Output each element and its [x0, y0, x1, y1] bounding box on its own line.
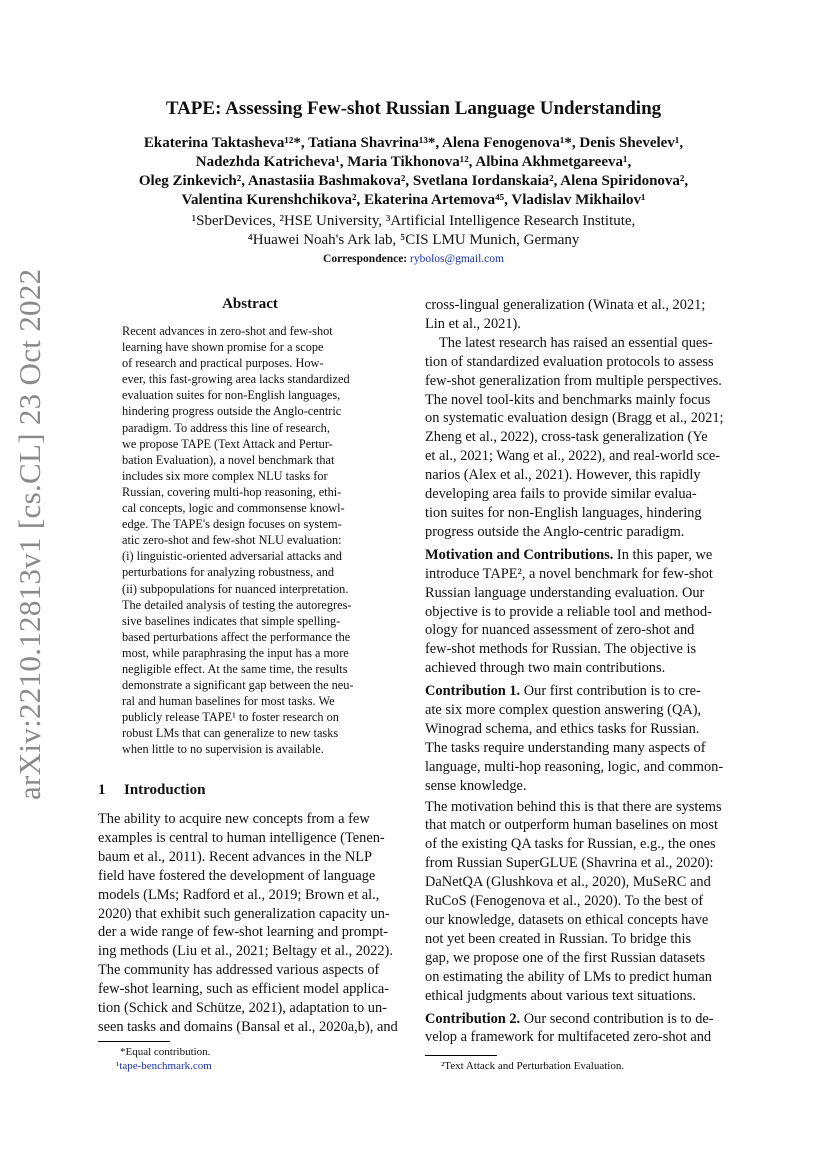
body-line: ing methods (Liu et al., 2021; Beltagy et al., 2022).	[98, 943, 393, 960]
body-line: ate six more complex question answering (QA),	[425, 702, 702, 719]
abstract-line: bation Evaluation), a novel benchmark that	[122, 452, 335, 467]
affiliation-line: ¹SberDevices, ²HSE University, ³Artificial Intelligence Research Institute,	[191, 213, 636, 229]
abstract-line: (i) linguistic-oriented adversarial attacks and	[122, 549, 342, 564]
body-line	[425, 682, 729, 701]
abstract-line: robust LMs that can generalize to new tasks	[122, 726, 339, 741]
abstract-line: edge. The TAPE's design focuses on system-	[122, 517, 342, 532]
body-line: few-shot methods for Russian. The objective is	[425, 641, 697, 658]
footnotes-right	[425, 1055, 624, 1073]
body-text: Our first contribution is to cre-	[520, 683, 701, 700]
abstract-line: includes six more complex NLU tasks for	[122, 468, 328, 483]
body-line: language, multi-hop reasoning, logic, and common-	[425, 758, 724, 775]
body-line: of the existing QA tasks for Russian, e.g., the ones	[425, 836, 716, 853]
author-line: Ekaterina Taktasheva¹²*, Tatiana Shavrina¹³*, Alena Fenogenova¹*, Denis Shevelev¹,	[143, 135, 684, 151]
body-line: not yet been created in Russian. To bridge this	[425, 930, 692, 947]
section-heading-introduction	[98, 782, 205, 799]
motivation-2-paragraph	[425, 798, 729, 1006]
abstract-line: paradigm. To address this line of research,	[122, 420, 330, 435]
body-line: Zheng et al., 2022), cross-task generalization (Ye	[425, 429, 708, 446]
body-line: seen tasks and domains (Bansal et al., 2020a,b), and	[98, 1018, 398, 1035]
footnote-rule	[98, 1041, 170, 1042]
abstract-line: of research and practical purposes. How-	[122, 356, 324, 371]
footnote-rule	[425, 1055, 497, 1056]
abstract-body	[122, 323, 378, 758]
paragraph-heading: Contribution 2.	[425, 1010, 521, 1027]
paragraph-heading: Motivation and Contributions.	[425, 546, 614, 563]
body-line: der a wide range of few-shot learning and prompt-	[98, 924, 389, 941]
abstract-line: The detailed analysis of testing the autoregres-	[122, 597, 352, 612]
correspondence-email-link[interactable]: rybolos@gmail.com	[410, 253, 504, 265]
body-line: et al., 2021; Wang et al., 2022), and real-world sce-	[425, 448, 721, 465]
body-line	[425, 1010, 729, 1029]
motivation-paragraph	[425, 546, 729, 678]
body-line: cross-lingual generalization (Winata et al., 2021;	[425, 297, 706, 313]
affiliations	[60, 212, 767, 250]
body-line: The novel tool-kits and benchmarks mainly focus	[425, 391, 711, 408]
abstract-line: ever, this fast-growing area lacks standardized	[122, 372, 350, 387]
body-line: velop a framework for multifaceted zero-shot and	[425, 1029, 712, 1046]
body-line: on estimating the ability of LMs to predict human	[425, 968, 712, 985]
body-line: DaNetQA (Glushkova et al., 2020), MuSeRC and	[425, 874, 711, 891]
body-line: on systematic evaluation design (Bragg et al., 2021;	[425, 410, 724, 427]
body-text: Our second contribution is to de-	[520, 1010, 714, 1027]
body-text: In this paper, we	[613, 546, 713, 563]
abstract-line: learning have shown promise for a scope	[122, 340, 324, 355]
correspondence-label: Correspondence:	[323, 253, 408, 265]
body-line: objective is to provide a reliable tool and method-	[425, 603, 712, 620]
author-line: Oleg Zinkevich², Anastasiia Bashmakova², Svetlana Iordanskaia², Alena Spiridonova²,	[138, 173, 689, 189]
body-line: The ability to acquire new concepts from a few	[98, 811, 370, 827]
body-line: our knowledge, datasets on ethical concepts have	[425, 912, 709, 928]
body-line: tion suites for non-English languages, hindering	[425, 504, 702, 521]
body-line: sense knowledge.	[425, 777, 527, 794]
abstract-line: cal concepts, logic and commonsense knowl-	[122, 501, 345, 516]
abstract-line: evaluation suites for non-English languages,	[122, 388, 341, 403]
abstract-line: sive baselines indicates that simple spelling-	[122, 613, 341, 628]
abstract-line: ral and human baselines for most tasks. We	[122, 694, 335, 709]
body-line: introduce TAPE², a novel benchmark for few-shot	[425, 565, 713, 582]
body-line: few-shot learning, such as efficient model applica-	[98, 981, 390, 998]
paragraph-heading: Contribution 1.	[425, 683, 521, 700]
body-line: 2020) that exhibit such generalization capacity un-	[98, 905, 390, 922]
body-line: The motivation behind this is that there are systems	[425, 798, 722, 815]
body-line: achieved through two main contributions.	[425, 660, 666, 677]
body-line: baum et al., 2011). Recent advances in the NLP	[98, 848, 373, 865]
body-line: progress outside the Anglo-centric paradigm.	[425, 523, 685, 540]
abstract-line: demonstrate a significant gap between the neu-	[122, 678, 354, 693]
body-line: models (LMs; Radford et al., 2019; Brown et al.,	[98, 886, 380, 903]
abstract-line: negligible effect. At the same time, the results	[122, 661, 348, 676]
body-line: few-shot generalization from multiple perspectives.	[425, 372, 722, 389]
abstract-line: Russian, covering multi-hop reasoning, ethi-	[122, 484, 342, 499]
arxiv-stamp: arXiv:2210.12813v1 [cs.CL] 23 Oct 2022	[12, 268, 47, 800]
body-line: tion (Schick and Schütze, 2021), adaptation to un-	[98, 1000, 387, 1017]
abstract-heading: Abstract	[222, 296, 278, 312]
abstract-line: when little to no supervision is available.	[122, 742, 324, 757]
body-line: Lin et al., 2021).	[425, 315, 521, 332]
body-line: that match or outperform human baselines on most	[425, 817, 718, 834]
paper-title: TAPE: Assessing Few-shot Russian Language Understanding	[165, 98, 662, 119]
body-line	[425, 546, 729, 565]
author-line: Valentina Kurenshchikova², Ekaterina Artemova⁴⁵, Vladislav Mikhailov¹	[181, 192, 646, 208]
body-line: Russian language understanding evaluation. Our	[425, 584, 705, 601]
footnotes-left	[98, 1041, 212, 1073]
body-line: narios (Alex et al., 2021). However, this rapidly	[425, 467, 701, 484]
section-title: Introduction	[124, 782, 206, 798]
abstract-line: based perturbations affect the performance the	[122, 629, 351, 644]
body-line: developing area fails to provide similar evalua-	[425, 486, 697, 503]
correspondence	[0, 253, 827, 265]
section-number: 1	[98, 782, 106, 798]
abstract-line: Recent advances in zero-shot and few-shot	[122, 324, 333, 338]
abstract-line: hindering progress outside the Anglo-centric	[122, 404, 342, 419]
affiliation-line: ⁴Huawei Noah's Ark lab, ⁵CIS LMU Munich, Germany	[247, 232, 580, 248]
footnote-equal: *Equal contribution.	[120, 1046, 211, 1058]
contribution-2-paragraph	[425, 1010, 729, 1048]
contribution-1-paragraph	[425, 682, 729, 795]
footnote-link[interactable]: ¹tape-benchmark.com	[116, 1060, 212, 1072]
body-line: The latest research has raised an essential ques-	[439, 334, 713, 351]
body-line: Winograd schema, and ethics tasks for Russian.	[425, 720, 700, 737]
body-line: ethical judgments about various text situations.	[425, 987, 696, 1004]
author-list	[60, 134, 767, 210]
abstract-line: perturbations for analyzing robustness, and	[122, 565, 335, 580]
body-line: field have fostered the development of language	[98, 867, 376, 884]
body-line: The tasks require understanding many aspects of	[425, 739, 706, 756]
body-line: gap, we propose one of the first Russian datasets	[425, 949, 706, 966]
abstract-line: we propose TAPE (Text Attack and Pertur-	[122, 436, 333, 451]
body-line: examples is central to human intelligence (Tenen-	[98, 829, 385, 846]
abstract-line: most, while paraphrasing the input has a more	[122, 645, 349, 660]
footnote-tape: ²Text Attack and Perturbation Evaluation.	[441, 1060, 625, 1072]
body-line: ology for nuanced assessment of zero-shot and	[425, 622, 695, 639]
author-line: Nadezhda Katricheva¹, Maria Tikhonova¹², Albina Akhmetgareeva¹,	[195, 154, 632, 170]
abstract-line: publicly release TAPE¹ to foster research on	[122, 710, 339, 725]
body-line: tion of standardized evaluation protocols to assess	[425, 353, 714, 370]
body-line: from Russian SuperGLUE (Shavrina et al., 2020):	[425, 855, 714, 872]
intro-paragraph	[98, 810, 402, 1037]
right-column	[425, 296, 729, 1047]
abstract-line: atic zero-shot and few-shot NLU evaluation:	[122, 533, 342, 548]
abstract-line: (ii) subpopulations for nuanced interpretation.	[122, 581, 349, 596]
body-line: RuCoS (Fenogenova et al., 2020). To the best of	[425, 893, 704, 910]
body-line: The community has addressed various aspects of	[98, 962, 380, 979]
